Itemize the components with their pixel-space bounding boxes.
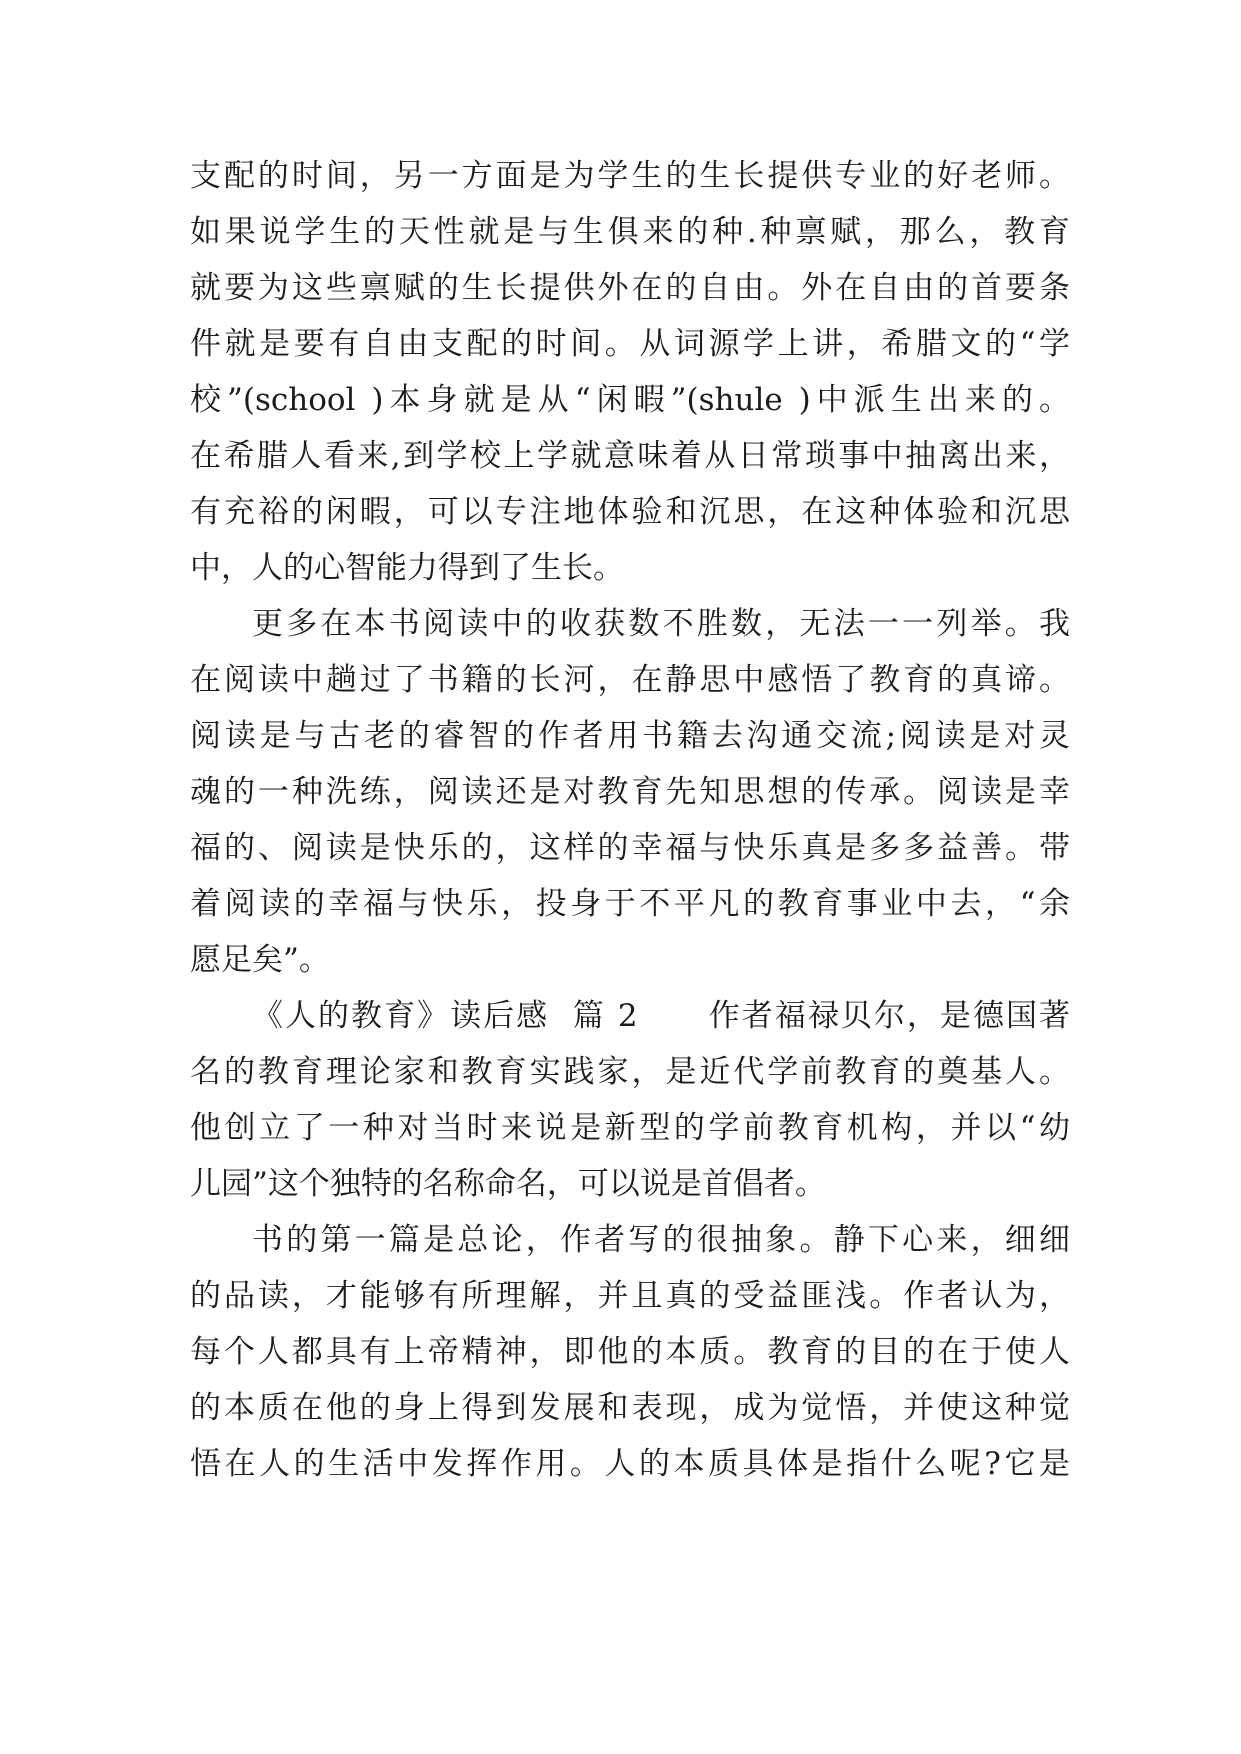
text-line: 中，人的心智能力得到了生长。 (190, 550, 624, 586)
text-line: 校”(school )本身就是从“闲暇”(shule )中派生出来的。 (190, 382, 1070, 418)
text-line: 魂的一种洗练，阅读还是对教育先知思想的传承。阅读是幸 (190, 774, 1070, 810)
text-line: 有充裕的闲暇，可以专注地体验和沉思，在这种体验和沉思 (190, 494, 1070, 530)
text-line: 福的、阅读是快乐的，这样的幸福与快乐真是多多益善。带 (190, 830, 1070, 866)
paragraph (190, 1212, 1070, 1492)
text-line: 名的教育理论家和教育实践家，是近代学前教育的奠基人。 (190, 1054, 1070, 1090)
text-line: 着阅读的幸福与快乐，投身于不平凡的教育事业中去，“余 (190, 886, 1070, 922)
paragraph (190, 988, 1070, 1212)
paragraph (190, 596, 1070, 988)
text-line: 书的第一篇是总论，作者写的很抽象。静下心来，细细 (252, 1222, 1070, 1258)
text-line: 阅读是与古老的睿智的作者用书籍去沟通交流;阅读是对灵 (190, 718, 1070, 754)
text-line: 更多在本书阅读中的收获数不胜数，无法一一列举。我 (252, 606, 1070, 642)
text-line: 每个人都具有上帝精神，即他的本质。教育的目的在于使人 (190, 1334, 1070, 1370)
text-line: 在阅读中趟过了书籍的长河，在静思中感悟了教育的真谛。 (190, 662, 1070, 698)
text-line: 悟在人的生活中发挥作用。人的本质具体是指什么呢?它是 (190, 1446, 1070, 1482)
text-line: 《人的教育》读后感 篇 2 作者福禄贝尔，是德国著 (252, 998, 1070, 1034)
text-line: 儿园”这个独特的名称命名，可以说是首倡者。 (190, 1166, 826, 1202)
paragraph (190, 148, 1070, 596)
text-line: 在希腊人看来,到学校上学就意味着从日常琐事中抽离出来， (190, 438, 1070, 474)
text-line: 如果说学生的天性就是与生俱来的种.种禀赋，那么，教育 (190, 214, 1070, 250)
document-body (190, 148, 1070, 1492)
text-line: 支配的时间，另一方面是为学生的生长提供专业的好老师。 (190, 158, 1070, 194)
text-line: 就要为这些禀赋的生长提供外在的自由。外在自由的首要条 (190, 270, 1070, 306)
text-line: 的品读，才能够有所理解，并且真的受益匪浅。作者认为， (190, 1278, 1070, 1314)
text-line: 的本质在他的身上得到发展和表现，成为觉悟，并使这种觉 (190, 1390, 1070, 1426)
text-line: 愿足矣”。 (190, 942, 330, 978)
text-line: 他创立了一种对当时来说是新型的学前教育机构，并以“幼 (190, 1110, 1070, 1146)
text-line: 件就是要有自由支配的时间。从词源学上讲，希腊文的“学 (190, 326, 1070, 362)
